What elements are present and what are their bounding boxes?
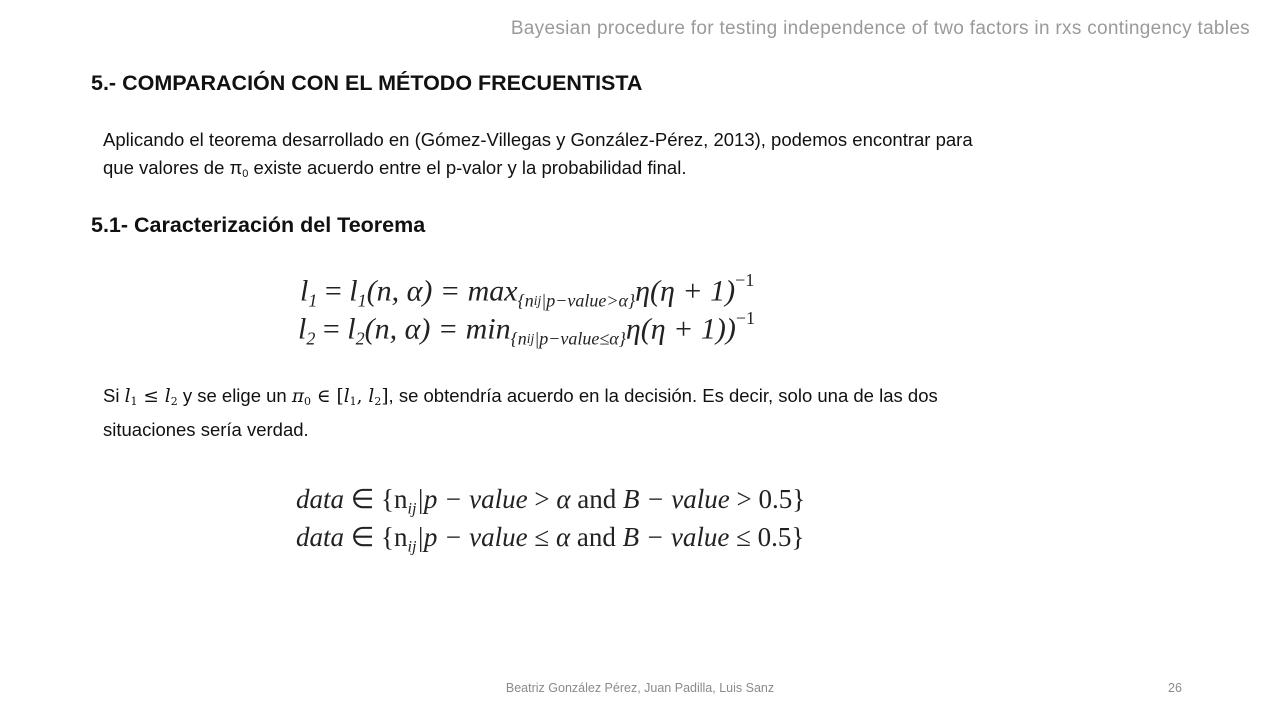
intro-paragraph <box>103 126 1153 188</box>
page-number: 26 <box>1168 681 1182 695</box>
formula-data-1: data ∈ {$n_{ij}|p$ − value > α and B − value > 0.5} <box>296 484 806 518</box>
condition-line-2: situaciones sería verdad. <box>103 419 309 440</box>
formula-l1: $l_1 = l_1(n$, $\alpha) = \max_{\{nij|p-value>\alpha\}}\eta(\eta + 1)^{-1}$ <box>300 270 755 311</box>
presentation-title: Bayesian procedure for testing independence of two factors in rxs contingency tables <box>510 18 1250 39</box>
formula-data-2: data ∈ {$n_{ij}|p$ − value ≤ α and B − value ≤ 0.5} <box>296 522 805 556</box>
section-heading: 5.- COMPARACIÓN CON EL MÉTODO FRECUENTISTA <box>91 71 643 95</box>
intro-line-1: Aplicando el teorema desarrollado en (Gómez-Villegas y González-Pérez, 2013), podemos encontrar para <box>103 129 973 150</box>
condition-paragraph <box>103 382 1153 444</box>
subsection-heading: 5.1- Caracterización del Teorema <box>91 213 426 237</box>
intro-line-2: que valores de π0 existe acuerdo entre el p-valor y la probabilidad final. <box>103 157 687 180</box>
footer-authors: Beatriz González Pérez, Juan Padilla, Luis Sanz <box>505 681 775 695</box>
formula-l2: $l_2 = l_2(n$, $\alpha) = \min_{\{nij|p-value\le\alpha\}}\eta(\eta + 1))^{-1}$ <box>298 308 756 349</box>
condition-line-1: Si l1 ≤ l2 y se elige un π0 ∈ [l1, l2], se obtendría acuerdo en la decisión. Es decir, solo una de las dos <box>103 385 938 408</box>
